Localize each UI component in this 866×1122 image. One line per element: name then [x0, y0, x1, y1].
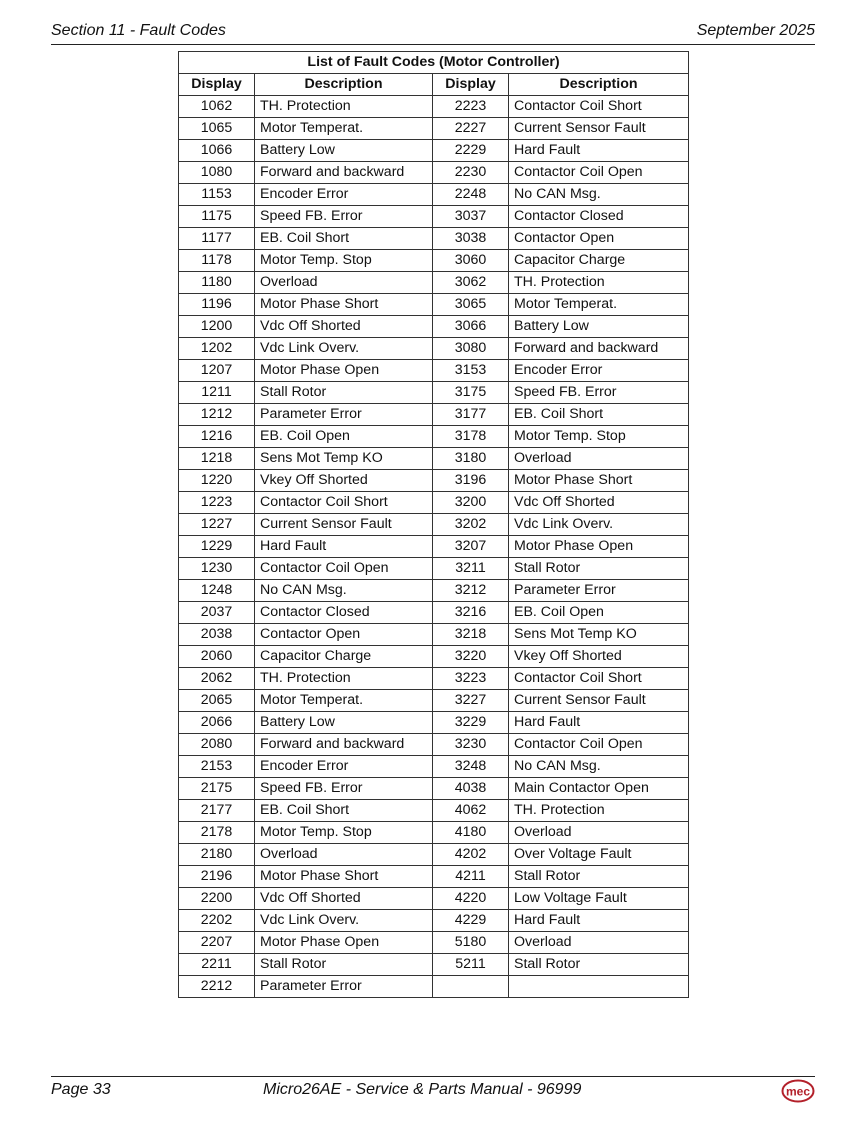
- fault-description-cell: Overload: [509, 448, 689, 470]
- fault-code-cell: 1248: [179, 580, 255, 602]
- fault-code-cell: 2200: [179, 888, 255, 910]
- table-row: [179, 272, 689, 294]
- fault-code-cell: 1175: [179, 206, 255, 228]
- fault-description-cell: Capacitor Charge: [255, 646, 433, 668]
- fault-description-cell: Vdc Off Shorted: [255, 316, 433, 338]
- fault-description-cell: Hard Fault: [509, 910, 689, 932]
- table-row: [179, 712, 689, 734]
- fault-code-cell: 1216: [179, 426, 255, 448]
- table-header-row: [179, 74, 689, 96]
- table-row: [179, 206, 689, 228]
- fault-code-cell: 3200: [433, 492, 509, 514]
- table-row: [179, 888, 689, 910]
- fault-description-cell: Motor Phase Short: [255, 866, 433, 888]
- fault-code-cell: 3207: [433, 536, 509, 558]
- fault-description-cell: Encoder Error: [255, 184, 433, 206]
- table-row: [179, 470, 689, 492]
- table-row: [179, 514, 689, 536]
- fault-description-cell: Hard Fault: [255, 536, 433, 558]
- fault-description-cell: Overload: [255, 844, 433, 866]
- table-row: [179, 448, 689, 470]
- table-row: [179, 954, 689, 976]
- fault-code-cell: 2223: [433, 96, 509, 118]
- fault-description-cell: Motor Phase Open: [255, 360, 433, 382]
- fault-description-cell: Stall Rotor: [509, 558, 689, 580]
- fault-description-cell: Vkey Off Shorted: [509, 646, 689, 668]
- fault-code-cell: 3248: [433, 756, 509, 778]
- fault-code-cell: 4038: [433, 778, 509, 800]
- fault-description-cell: Motor Temp. Stop: [255, 822, 433, 844]
- table-row: [179, 184, 689, 206]
- fault-code-cell: 2229: [433, 140, 509, 162]
- fault-code-cell: 1218: [179, 448, 255, 470]
- fault-code-cell: 3202: [433, 514, 509, 536]
- fault-code-cell: 3038: [433, 228, 509, 250]
- table-row: [179, 910, 689, 932]
- fault-code-cell: 2080: [179, 734, 255, 756]
- fault-code-cell: 3216: [433, 602, 509, 624]
- table-row: [179, 844, 689, 866]
- fault-description-cell: Motor Phase Short: [255, 294, 433, 316]
- fault-description-cell: Speed FB. Error: [255, 206, 433, 228]
- fault-code-cell: 3218: [433, 624, 509, 646]
- fault-code-cell: 2230: [433, 162, 509, 184]
- fault-code-cell: 1230: [179, 558, 255, 580]
- fault-description-cell: Current Sensor Fault: [509, 118, 689, 140]
- table-row: [179, 580, 689, 602]
- table-row: [179, 426, 689, 448]
- fault-code-cell: 3196: [433, 470, 509, 492]
- fault-code-cell: 2175: [179, 778, 255, 800]
- column-header-description: Description: [509, 74, 689, 96]
- table-row: [179, 976, 689, 998]
- fault-description-cell: Low Voltage Fault: [509, 888, 689, 910]
- fault-code-cell: 4229: [433, 910, 509, 932]
- fault-code-cell: 3223: [433, 668, 509, 690]
- fault-description-cell: Overload: [255, 272, 433, 294]
- table-row: [179, 316, 689, 338]
- fault-code-cell: 3211: [433, 558, 509, 580]
- fault-description-cell: Encoder Error: [255, 756, 433, 778]
- fault-description-cell: Stall Rotor: [255, 954, 433, 976]
- fault-code-cell: 1220: [179, 470, 255, 492]
- fault-code-cell: 1177: [179, 228, 255, 250]
- fault-description-cell: Contactor Coil Open: [509, 162, 689, 184]
- fault-description-cell: No CAN Msg.: [509, 756, 689, 778]
- fault-code-cell: 2037: [179, 602, 255, 624]
- fault-code-cell: 3220: [433, 646, 509, 668]
- fault-code-cell: 1227: [179, 514, 255, 536]
- fault-description-cell: [509, 976, 689, 998]
- fault-description-cell: EB. Coil Short: [509, 404, 689, 426]
- column-header-description: Description: [255, 74, 433, 96]
- fault-description-cell: Contactor Coil Short: [255, 492, 433, 514]
- fault-code-cell: 4220: [433, 888, 509, 910]
- fault-code-cell: 2196: [179, 866, 255, 888]
- manual-title: Micro26AE - Service & Parts Manual - 96999: [263, 1081, 582, 1098]
- fault-code-cell: 3175: [433, 382, 509, 404]
- fault-description-cell: Vdc Off Shorted: [255, 888, 433, 910]
- fault-code-cell: 1207: [179, 360, 255, 382]
- fault-code-cell: 1178: [179, 250, 255, 272]
- fault-description-cell: Vdc Off Shorted: [509, 492, 689, 514]
- fault-description-cell: Contactor Closed: [509, 206, 689, 228]
- fault-code-cell: 3178: [433, 426, 509, 448]
- fault-description-cell: EB. Coil Open: [509, 602, 689, 624]
- fault-description-cell: Parameter Error: [255, 976, 433, 998]
- fault-code-cell: 2178: [179, 822, 255, 844]
- fault-description-cell: Contactor Open: [255, 624, 433, 646]
- table-row: [179, 822, 689, 844]
- fault-description-cell: TH. Protection: [255, 668, 433, 690]
- table-row: [179, 382, 689, 404]
- table-body: [179, 96, 689, 998]
- fault-code-cell: 3066: [433, 316, 509, 338]
- table-row: [179, 756, 689, 778]
- fault-description-cell: Battery Low: [509, 316, 689, 338]
- fault-description-cell: Motor Temperat.: [255, 690, 433, 712]
- fault-description-cell: Over Voltage Fault: [509, 844, 689, 866]
- fault-code-cell: 1196: [179, 294, 255, 316]
- fault-code-cell: 3153: [433, 360, 509, 382]
- fault-code-cell: 2202: [179, 910, 255, 932]
- section-title: Section 11 - Fault Codes: [51, 22, 226, 39]
- fault-description-cell: Vdc Link Overv.: [509, 514, 689, 536]
- fault-code-cell: 3230: [433, 734, 509, 756]
- fault-description-cell: Motor Phase Open: [255, 932, 433, 954]
- fault-code-cell: 4062: [433, 800, 509, 822]
- table-row: [179, 228, 689, 250]
- fault-code-cell: 2066: [179, 712, 255, 734]
- fault-description-cell: Motor Temperat.: [509, 294, 689, 316]
- fault-code-cell: 2180: [179, 844, 255, 866]
- fault-code-cell: 2211: [179, 954, 255, 976]
- table-row: [179, 690, 689, 712]
- fault-code-cell: 3037: [433, 206, 509, 228]
- logo-text: mec: [785, 1084, 811, 1099]
- fault-description-cell: Motor Temperat.: [255, 118, 433, 140]
- fault-description-cell: Capacitor Charge: [509, 250, 689, 272]
- fault-code-cell: 4202: [433, 844, 509, 866]
- fault-description-cell: TH. Protection: [255, 96, 433, 118]
- fault-description-cell: Current Sensor Fault: [509, 690, 689, 712]
- fault-code-cell: 2212: [179, 976, 255, 998]
- fault-description-cell: Speed FB. Error: [509, 382, 689, 404]
- table-row: [179, 932, 689, 954]
- fault-code-cell: 3227: [433, 690, 509, 712]
- fault-code-cell: 2207: [179, 932, 255, 954]
- fault-description-cell: Contactor Coil Open: [509, 734, 689, 756]
- fault-description-cell: Vdc Link Overv.: [255, 910, 433, 932]
- fault-code-cell: 1080: [179, 162, 255, 184]
- fault-description-cell: Contactor Open: [509, 228, 689, 250]
- fault-code-cell: 3229: [433, 712, 509, 734]
- fault-description-cell: Overload: [509, 822, 689, 844]
- fault-code-cell: 5211: [433, 954, 509, 976]
- fault-code-table: [178, 51, 689, 998]
- fault-description-cell: Sens Mot Temp KO: [255, 448, 433, 470]
- fault-code-cell: 4211: [433, 866, 509, 888]
- fault-code-cell: 3180: [433, 448, 509, 470]
- fault-code-cell: 2065: [179, 690, 255, 712]
- fault-description-cell: EB. Coil Short: [255, 228, 433, 250]
- fault-code-cell: 1066: [179, 140, 255, 162]
- fault-description-cell: Forward and backward: [255, 162, 433, 184]
- fault-description-cell: Stall Rotor: [509, 954, 689, 976]
- table-row: [179, 118, 689, 140]
- fault-description-cell: Overload: [509, 932, 689, 954]
- fault-description-cell: EB. Coil Open: [255, 426, 433, 448]
- table-row: [179, 360, 689, 382]
- fault-code-cell: 3062: [433, 272, 509, 294]
- column-header-display: Display: [179, 74, 255, 96]
- fault-description-cell: Sens Mot Temp KO: [509, 624, 689, 646]
- date-label: September 2025: [696, 22, 815, 39]
- fault-description-cell: Motor Temp. Stop: [255, 250, 433, 272]
- fault-code-cell: 2177: [179, 800, 255, 822]
- fault-code-cell: 1223: [179, 492, 255, 514]
- fault-description-cell: No CAN Msg.: [255, 580, 433, 602]
- fault-description-cell: Vdc Link Overv.: [255, 338, 433, 360]
- fault-description-cell: TH. Protection: [509, 272, 689, 294]
- table-row: [179, 734, 689, 756]
- fault-code-cell: 1229: [179, 536, 255, 558]
- fault-code-cell: 1062: [179, 96, 255, 118]
- fault-description-cell: TH. Protection: [509, 800, 689, 822]
- fault-code-cell: 2248: [433, 184, 509, 206]
- fault-description-cell: Motor Phase Short: [509, 470, 689, 492]
- table-row: [179, 624, 689, 646]
- fault-description-cell: Hard Fault: [509, 140, 689, 162]
- fault-code-cell: 1180: [179, 272, 255, 294]
- fault-code-cell: 2062: [179, 668, 255, 690]
- page-footer: [51, 1076, 815, 1107]
- fault-code-cell: 3177: [433, 404, 509, 426]
- table-row: [179, 668, 689, 690]
- table-row: [179, 558, 689, 580]
- fault-code-cell: 4180: [433, 822, 509, 844]
- table-row: [179, 646, 689, 668]
- fault-code-cell: 3080: [433, 338, 509, 360]
- fault-description-cell: Speed FB. Error: [255, 778, 433, 800]
- table-row: [179, 778, 689, 800]
- fault-description-cell: Stall Rotor: [509, 866, 689, 888]
- fault-description-cell: Contactor Closed: [255, 602, 433, 624]
- fault-description-cell: Contactor Coil Open: [255, 558, 433, 580]
- fault-code-cell: [433, 976, 509, 998]
- fault-description-cell: Motor Temp. Stop: [509, 426, 689, 448]
- fault-code-cell: 2060: [179, 646, 255, 668]
- fault-description-cell: Current Sensor Fault: [255, 514, 433, 536]
- fault-description-cell: Main Contactor Open: [509, 778, 689, 800]
- fault-code-cell: 3065: [433, 294, 509, 316]
- fault-description-cell: EB. Coil Short: [255, 800, 433, 822]
- page-number: Page 33: [51, 1081, 111, 1098]
- fault-code-cell: 1153: [179, 184, 255, 206]
- fault-description-cell: Battery Low: [255, 712, 433, 734]
- fault-code-cell: 1212: [179, 404, 255, 426]
- fault-description-cell: Battery Low: [255, 140, 433, 162]
- mec-logo: [781, 1079, 815, 1103]
- fault-description-cell: Encoder Error: [509, 360, 689, 382]
- fault-code-cell: 1211: [179, 382, 255, 404]
- fault-description-cell: Contactor Coil Short: [509, 668, 689, 690]
- table-title: List of Fault Codes (Motor Controller): [179, 52, 689, 74]
- fault-code-cell: 2227: [433, 118, 509, 140]
- fault-description-cell: Vkey Off Shorted: [255, 470, 433, 492]
- column-header-display: Display: [433, 74, 509, 96]
- table-row: [179, 800, 689, 822]
- fault-description-cell: Forward and backward: [509, 338, 689, 360]
- table-row: [179, 866, 689, 888]
- fault-description-cell: Stall Rotor: [255, 382, 433, 404]
- fault-description-cell: Contactor Coil Short: [509, 96, 689, 118]
- fault-code-cell: 5180: [433, 932, 509, 954]
- table-row: [179, 536, 689, 558]
- fault-description-cell: Hard Fault: [509, 712, 689, 734]
- fault-description-cell: Parameter Error: [509, 580, 689, 602]
- page-header: [51, 22, 815, 45]
- fault-description-cell: Parameter Error: [255, 404, 433, 426]
- fault-description-cell: No CAN Msg.: [509, 184, 689, 206]
- table-row: [179, 250, 689, 272]
- fault-code-cell: 3060: [433, 250, 509, 272]
- fault-code-cell: 1200: [179, 316, 255, 338]
- table-row: [179, 96, 689, 118]
- fault-description-cell: Motor Phase Open: [509, 536, 689, 558]
- fault-code-cell: 3212: [433, 580, 509, 602]
- table-row: [179, 140, 689, 162]
- table-row: [179, 404, 689, 426]
- table-row: [179, 294, 689, 316]
- table-row: [179, 492, 689, 514]
- table-row: [179, 162, 689, 184]
- table-row: [179, 602, 689, 624]
- fault-code-cell: 2038: [179, 624, 255, 646]
- fault-description-cell: Forward and backward: [255, 734, 433, 756]
- fault-code-cell: 2153: [179, 756, 255, 778]
- fault-code-cell: 1065: [179, 118, 255, 140]
- fault-code-cell: 1202: [179, 338, 255, 360]
- table-row: [179, 338, 689, 360]
